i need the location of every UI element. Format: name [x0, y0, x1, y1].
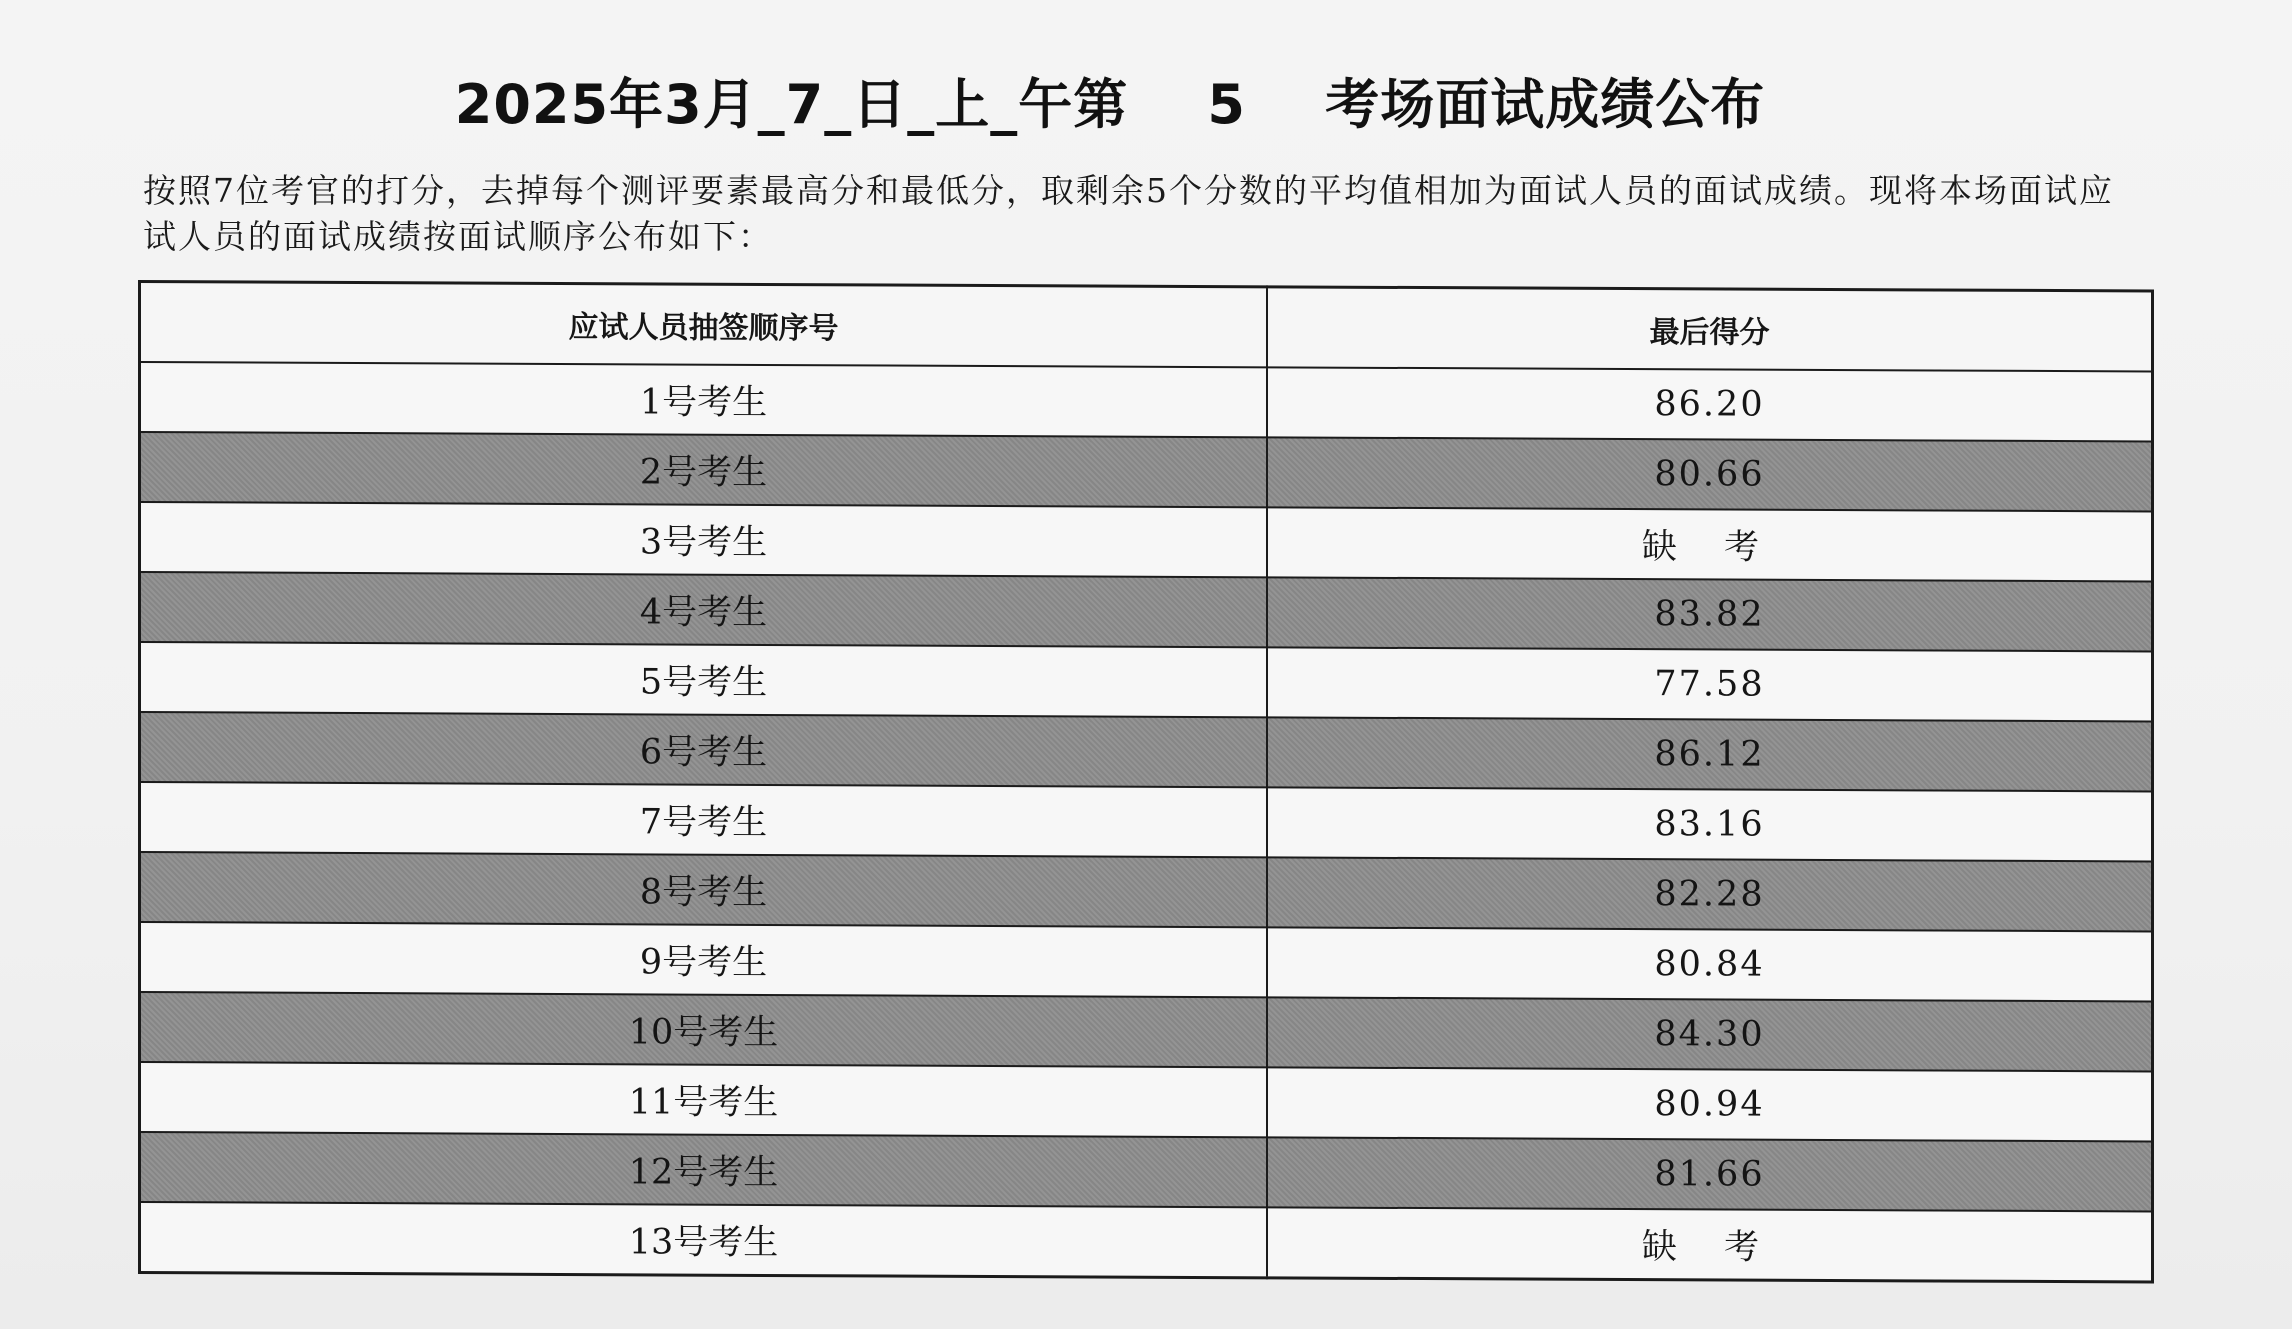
- table-row: [140, 1132, 2153, 1211]
- candidate-id-cell: 12号考生: [140, 1132, 1268, 1207]
- final-score-cell: 80.66: [1267, 437, 2153, 511]
- final-score-cell: 86.20: [1267, 367, 2153, 441]
- table-row: [140, 642, 2153, 721]
- table-row: [140, 502, 2153, 581]
- table-row: [140, 1202, 2153, 1282]
- final-score-cell: 82.28: [1267, 857, 2153, 931]
- header-final-score: 最后得分: [1267, 287, 2153, 372]
- final-score-cell: 83.82: [1267, 577, 2153, 651]
- candidate-id-cell: 4号考生: [140, 572, 1268, 647]
- final-score-cell: 81.66: [1267, 1137, 2153, 1211]
- intro-paragraph: 按照7位考官的打分，去掉每个测评要素最高分和最低分，取剩余5个分数的平均值相加为面试人员的面试成绩。现将本场面试应试人员的面试成绩按面试顺序公布如下：: [143, 171, 2114, 256]
- table-row: [140, 572, 2153, 651]
- final-score-cell: 84.30: [1267, 997, 2153, 1071]
- final-score-cell: 缺 考: [1267, 507, 2153, 581]
- candidate-id-cell: 3号考生: [140, 502, 1268, 577]
- table-row: [140, 1062, 2153, 1141]
- header-candidate-order: 应试人员抽签顺序号: [140, 282, 1268, 368]
- table-row: [140, 362, 2153, 441]
- final-score-cell: 缺 考: [1267, 1207, 2153, 1282]
- table-row: [140, 992, 2153, 1071]
- candidate-id-cell: 6号考生: [140, 712, 1268, 787]
- candidate-id-cell: 10号考生: [140, 992, 1268, 1067]
- candidate-id-cell: 2号考生: [140, 432, 1268, 507]
- final-score-cell: 80.84: [1267, 927, 2153, 1001]
- table-row: [140, 852, 2153, 931]
- final-score-cell: 86.12: [1267, 717, 2153, 791]
- table-body: [140, 362, 2153, 1282]
- table-header-row: [140, 282, 2153, 372]
- candidate-id-cell: 11号考生: [140, 1062, 1268, 1137]
- candidate-id-cell: 1号考生: [140, 362, 1268, 437]
- table-row: [140, 432, 2153, 511]
- candidate-id-cell: 5号考生: [140, 642, 1268, 717]
- page-title: 2025年3月_7_日_上_午第 5 考场面试成绩公布: [454, 73, 1766, 136]
- candidate-id-cell: 13号考生: [140, 1202, 1268, 1278]
- candidate-id-cell: 7号考生: [140, 782, 1268, 857]
- candidate-id-cell: 9号考生: [140, 922, 1268, 997]
- candidate-id-cell: 8号考生: [140, 852, 1268, 927]
- table-row: [140, 922, 2153, 1001]
- table-row: [140, 712, 2153, 791]
- table-row: [140, 782, 2153, 861]
- final-score-cell: 77.58: [1267, 647, 2153, 721]
- final-score-cell: 80.94: [1267, 1067, 2153, 1141]
- score-table: [138, 280, 2154, 1284]
- final-score-cell: 83.16: [1267, 787, 2153, 861]
